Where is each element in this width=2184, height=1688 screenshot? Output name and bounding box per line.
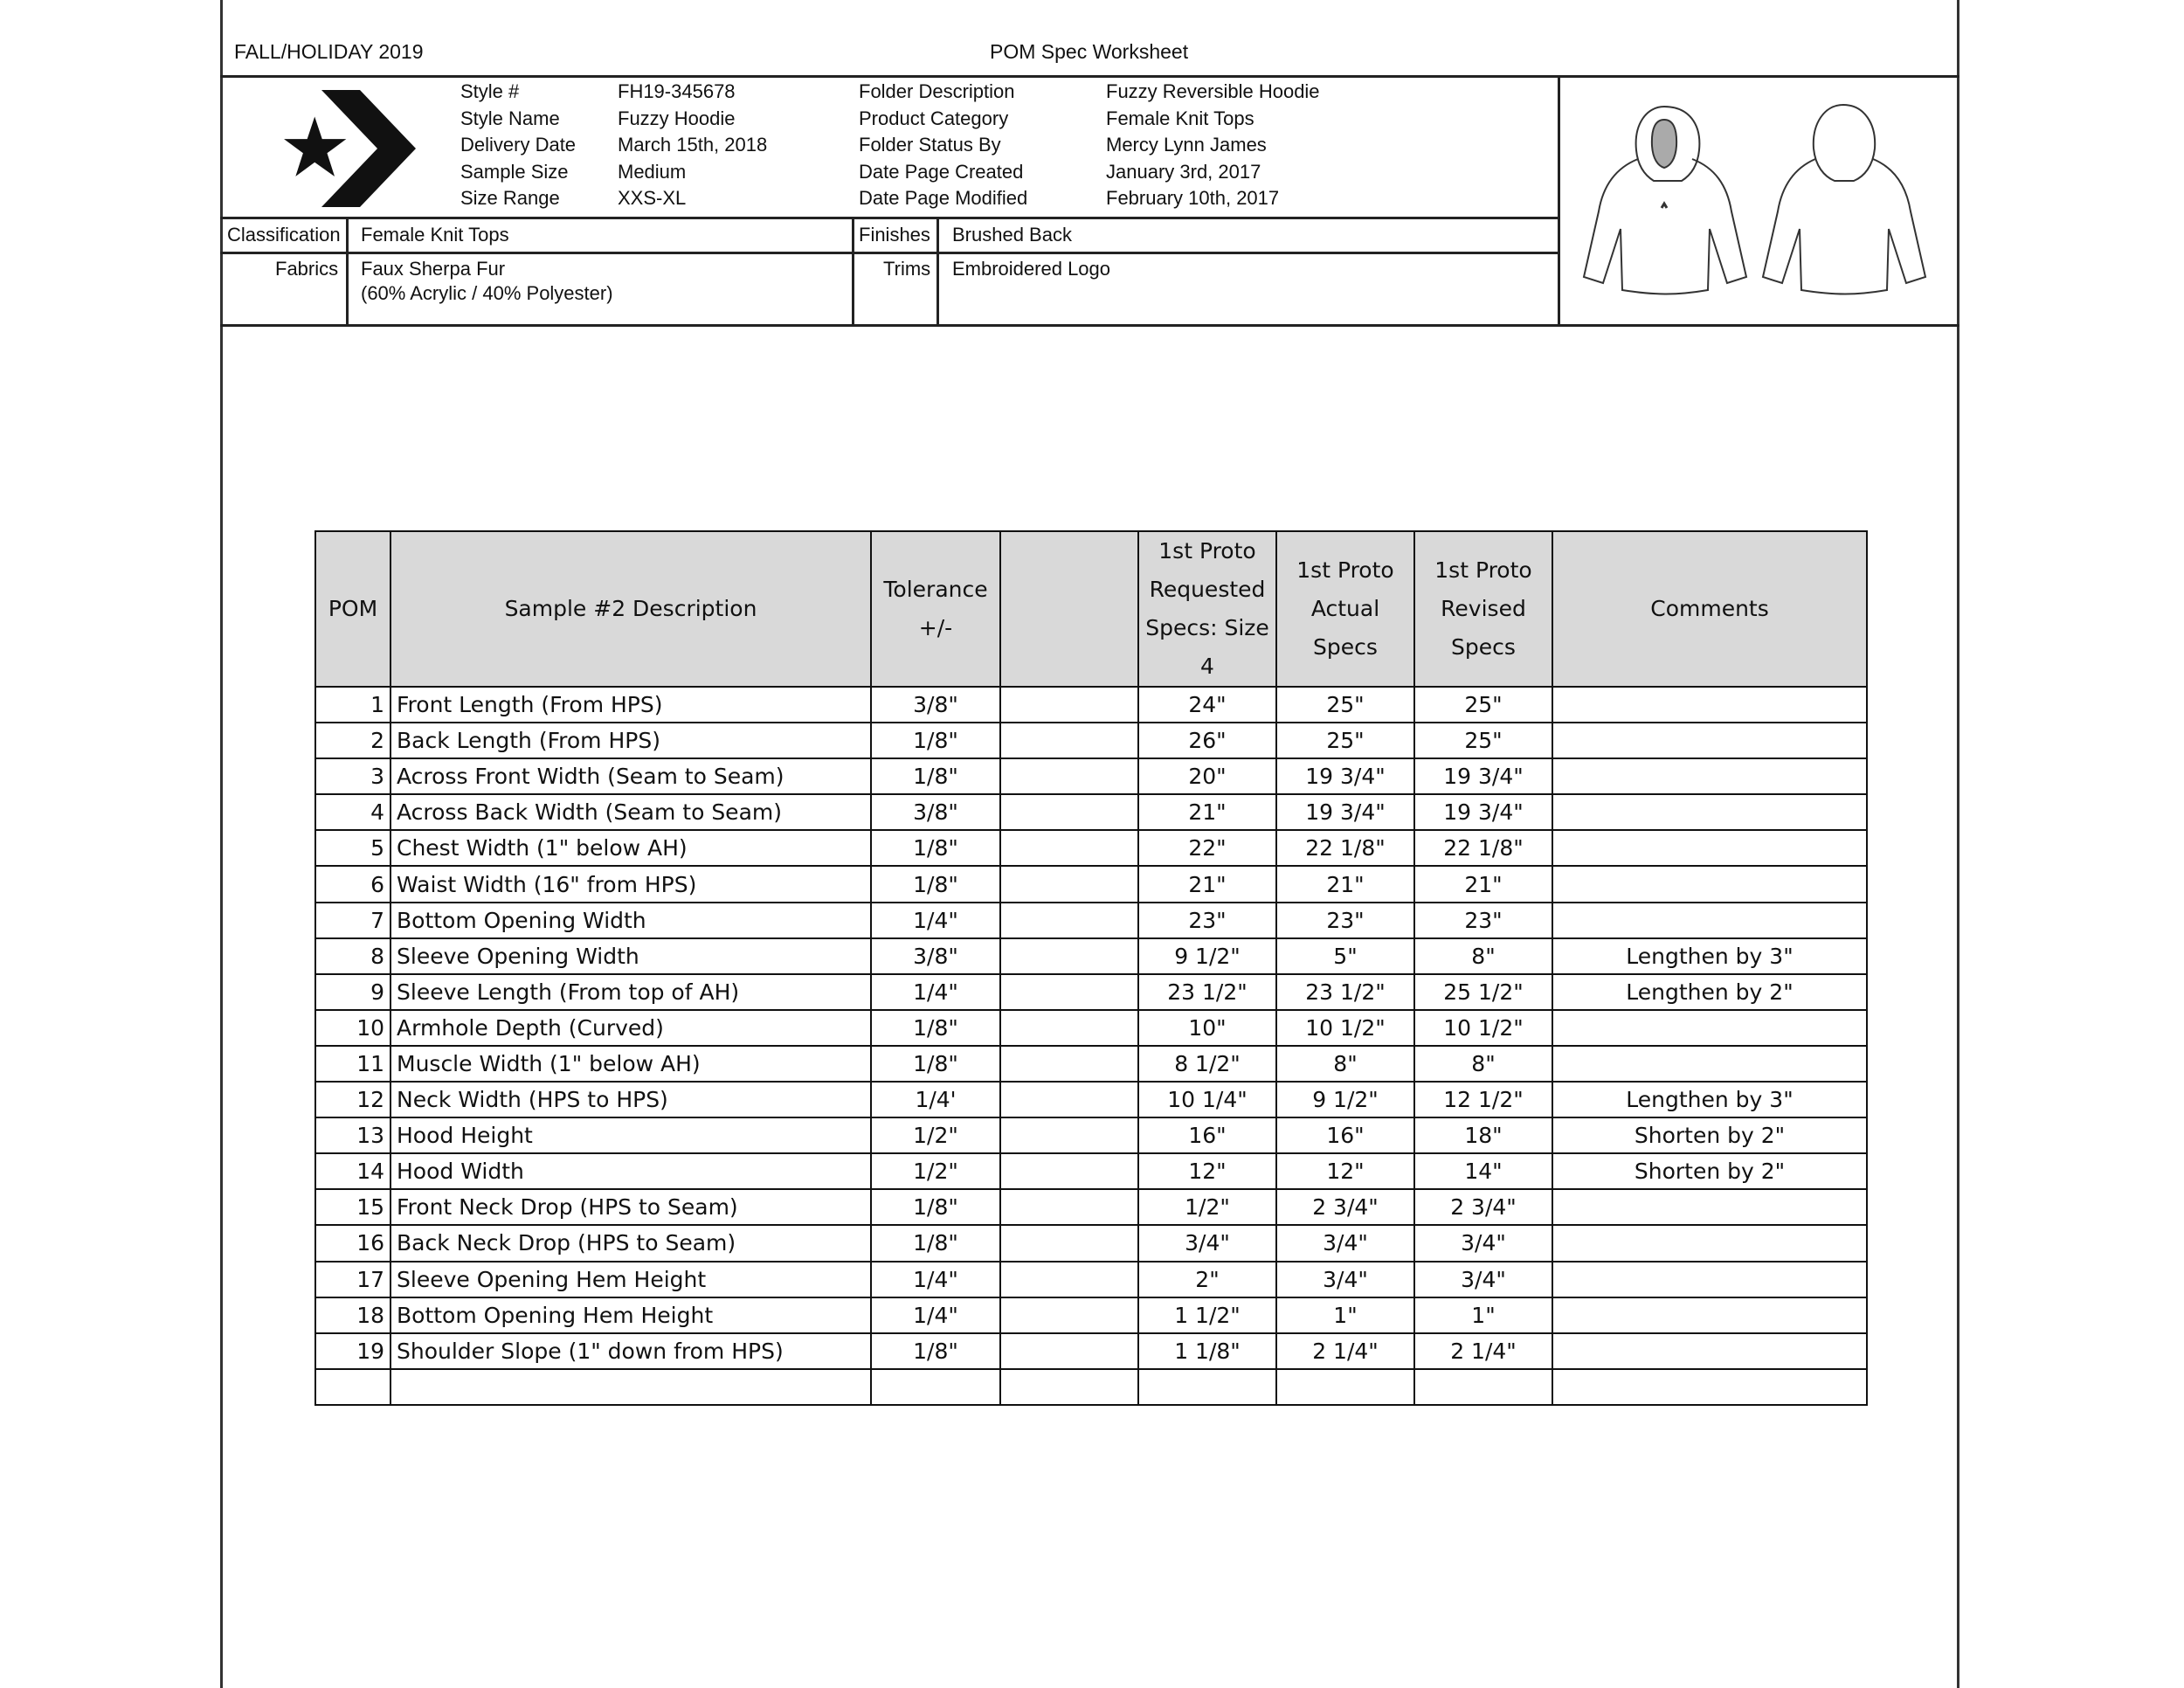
revised-spec-cell: 21" [1414, 866, 1552, 902]
description-cell: Bottom Opening Hem Height [390, 1297, 871, 1333]
pom-spec-table [314, 530, 1868, 1406]
delivery-date-label: Delivery Date [460, 134, 577, 156]
blank-cell [1000, 1262, 1138, 1297]
description-cell: Sleeve Opening Hem Height [390, 1262, 871, 1297]
blank-cell [1000, 1225, 1138, 1261]
tolerance-cell: 1/4" [871, 1262, 1000, 1297]
blank-cell [1000, 903, 1138, 938]
brand-logo [278, 90, 418, 207]
empty-cell [1000, 1369, 1138, 1405]
requested-spec-cell: 23" [1138, 903, 1276, 938]
folder-status-label: Folder Status By [859, 134, 1001, 156]
date-modified-label: Date Page Modified [859, 187, 1028, 209]
revised-spec-cell: 8" [1414, 938, 1552, 974]
actual-spec-cell: 23" [1276, 903, 1414, 938]
revised-spec-cell: 12 1/2" [1414, 1082, 1552, 1117]
pom-number-cell: 19 [315, 1333, 390, 1369]
actual-spec-cell: 19 3/4" [1276, 794, 1414, 830]
tolerance-column-header: Tolerance +/- [871, 531, 1000, 687]
actual-spec-cell: 22 1/8" [1276, 830, 1414, 866]
comment-cell [1552, 866, 1867, 902]
requested-spec-cell: 23 1/2" [1138, 974, 1276, 1010]
comments-column-header: Comments [1552, 531, 1867, 687]
header-top-rule [220, 75, 1959, 78]
blank-cell [1000, 1297, 1138, 1333]
blank-cell [1000, 1082, 1138, 1117]
actual-spec-cell: 23 1/2" [1276, 974, 1414, 1010]
date-created-label: Date Page Created [859, 160, 1024, 183]
revised-spec-cell: 25 1/2" [1414, 974, 1552, 1010]
header-bottom-rule [220, 324, 1959, 327]
finishes-label: Finishes [859, 224, 930, 246]
style-number-label: Style # [460, 80, 520, 102]
actual-spec-cell: 25" [1276, 723, 1414, 758]
worksheet-title: POM Spec Worksheet [990, 40, 1189, 63]
description-cell: Hood Width [390, 1153, 871, 1189]
size-range-label: Size Range [460, 187, 560, 209]
pom-number-cell: 3 [315, 758, 390, 794]
pom-number-cell: 9 [315, 974, 390, 1010]
comment-cell [1552, 903, 1867, 938]
actual-spec-cell: 3/4" [1276, 1225, 1414, 1261]
requested-spec-cell: 12" [1138, 1153, 1276, 1189]
blank-cell [1000, 974, 1138, 1010]
fabrics-value-line1: Faux Sherpa Fur [361, 258, 506, 280]
revised-spec-cell: 10 1/2" [1414, 1010, 1552, 1046]
blank-cell [1000, 938, 1138, 974]
actual-spec-cell: 10 1/2" [1276, 1010, 1414, 1046]
pom-table-body [315, 687, 1867, 1405]
table-row [315, 1262, 1867, 1297]
tolerance-cell: 1/2" [871, 1117, 1000, 1153]
comment-cell: Shorten by 2" [1552, 1117, 1867, 1153]
folder-info-values [1106, 79, 1320, 212]
requested-spec-cell: 24" [1138, 687, 1276, 723]
empty-cell [1138, 1369, 1276, 1405]
comment-cell: Lengthen by 2" [1552, 974, 1867, 1010]
pom-column-header: POM [315, 531, 390, 687]
description-cell: Waist Width (16" from HPS) [390, 866, 871, 902]
table-row [315, 830, 1867, 866]
tolerance-cell: 1/8" [871, 1225, 1000, 1261]
tolerance-cell: 1/4' [871, 1082, 1000, 1117]
empty-cell [315, 1369, 390, 1405]
tolerance-cell: 1/2" [871, 1153, 1000, 1189]
requested-spec-cell: 8 1/2" [1138, 1046, 1276, 1082]
blank-cell [1000, 830, 1138, 866]
revised-spec-cell: 3/4" [1414, 1262, 1552, 1297]
requested-spec-cell: 21" [1138, 866, 1276, 902]
blank-cell [1000, 1153, 1138, 1189]
table-row [315, 687, 1867, 723]
actual-spec-cell: 25" [1276, 687, 1414, 723]
trims-value: Embroidered Logo [952, 258, 1111, 280]
pom-number-cell: 16 [315, 1225, 390, 1261]
table-row [315, 903, 1867, 938]
revised-spec-cell: 18" [1414, 1117, 1552, 1153]
tolerance-cell: 1/4" [871, 1297, 1000, 1333]
folder-info-labels [859, 79, 1027, 212]
requested-spec-cell: 21" [1138, 794, 1276, 830]
tolerance-cell: 1/8" [871, 830, 1000, 866]
classification-value: Female Knit Tops [361, 224, 509, 246]
hoodie-front-sketch [1584, 107, 1746, 294]
actual-spec-cell: 1" [1276, 1297, 1414, 1333]
actual-spec-cell: 2 1/4" [1276, 1333, 1414, 1369]
revised-spec-cell: 22 1/8" [1414, 830, 1552, 866]
actual-spec-cell: 19 3/4" [1276, 758, 1414, 794]
comment-cell [1552, 723, 1867, 758]
revised-spec-cell: 1" [1414, 1297, 1552, 1333]
style-info-labels [460, 79, 576, 212]
blank-cell [1000, 758, 1138, 794]
blank-cell [1000, 866, 1138, 902]
page-right-border [1957, 0, 1959, 1688]
pom-number-cell: 18 [315, 1297, 390, 1333]
product-category-value: Female Knit Tops [1106, 107, 1254, 129]
table-row [315, 758, 1867, 794]
table-row [315, 723, 1867, 758]
date-modified-value: February 10th, 2017 [1106, 187, 1280, 209]
empty-cell [1276, 1369, 1414, 1405]
pom-number-cell: 1 [315, 687, 390, 723]
blank-cell [1000, 1117, 1138, 1153]
table-row [315, 866, 1867, 902]
folder-description-value: Fuzzy Reversible Hoodie [1106, 80, 1320, 102]
info-bottom-rule [220, 217, 1559, 219]
description-cell: Sleeve Opening Width [390, 938, 871, 974]
comment-cell [1552, 1225, 1867, 1261]
requested-spec-cell: 10 1/4" [1138, 1082, 1276, 1117]
revised-spec-cell: 2 3/4" [1414, 1189, 1552, 1225]
blank-cell [1000, 794, 1138, 830]
table-row [315, 794, 1867, 830]
tolerance-cell: 1/8" [871, 723, 1000, 758]
description-cell: Across Front Width (Seam to Seam) [390, 758, 871, 794]
table-row [315, 1297, 1867, 1333]
revised-spec-cell: 23" [1414, 903, 1552, 938]
pom-number-cell: 13 [315, 1117, 390, 1153]
description-cell: Back Length (From HPS) [390, 723, 871, 758]
product-category-label: Product Category [859, 107, 1009, 129]
season-label: FALL/HOLIDAY 2019 [234, 40, 424, 63]
pom-number-cell: 4 [315, 794, 390, 830]
tolerance-cell: 1/8" [871, 1333, 1000, 1369]
tolerance-cell: 1/8" [871, 1189, 1000, 1225]
tolerance-cell: 1/4" [871, 903, 1000, 938]
date-created-value: January 3rd, 2017 [1106, 160, 1261, 183]
comment-cell [1552, 758, 1867, 794]
pom-number-cell: 6 [315, 866, 390, 902]
description-cell: Chest Width (1" below AH) [390, 830, 871, 866]
pom-number-cell: 8 [315, 938, 390, 974]
classification-label: Classification [227, 224, 341, 246]
comment-cell [1552, 1262, 1867, 1297]
blank-cell [1000, 1010, 1138, 1046]
table-row-empty [315, 1369, 1867, 1405]
style-name-value: Fuzzy Hoodie [618, 107, 736, 129]
empty-cell [390, 1369, 871, 1405]
delivery-date-value: March 15th, 2018 [618, 134, 768, 156]
comment-cell [1552, 1297, 1867, 1333]
requested-spec-cell: 2" [1138, 1262, 1276, 1297]
revised-spec-cell: 19 3/4" [1414, 758, 1552, 794]
revised-spec-cell: 8" [1414, 1046, 1552, 1082]
comment-cell [1552, 1010, 1867, 1046]
description-cell: Front Length (From HPS) [390, 687, 871, 723]
actual-spec-cell: 12" [1276, 1153, 1414, 1189]
requested-spec-cell: 9 1/2" [1138, 938, 1276, 974]
requested-spec-cell: 3/4" [1138, 1225, 1276, 1261]
table-header-row [315, 531, 1867, 687]
table-row [315, 974, 1867, 1010]
tolerance-cell: 1/8" [871, 866, 1000, 902]
tolerance-cell: 3/8" [871, 687, 1000, 723]
revised-spec-cell: 25" [1414, 687, 1552, 723]
tolerance-cell: 1/8" [871, 1046, 1000, 1082]
description-column-header: Sample #2 Description [390, 531, 871, 687]
empty-cell [1552, 1369, 1867, 1405]
table-row [315, 1010, 1867, 1046]
requested-spec-cell: 1 1/2" [1138, 1297, 1276, 1333]
folder-description-label: Folder Description [859, 80, 1015, 102]
blank-column-header [1000, 531, 1138, 687]
trims-label: Trims [883, 258, 931, 280]
hoodie-sketch [1577, 98, 1944, 303]
revised-specs-column-header: 1st Proto Revised Specs [1414, 531, 1552, 687]
blank-cell [1000, 687, 1138, 723]
revised-spec-cell: 2 1/4" [1414, 1333, 1552, 1369]
revised-spec-cell: 19 3/4" [1414, 794, 1552, 830]
tolerance-cell: 1/8" [871, 1010, 1000, 1046]
description-cell: Neck Width (HPS to HPS) [390, 1082, 871, 1117]
pom-number-cell: 5 [315, 830, 390, 866]
requested-spec-cell: 26" [1138, 723, 1276, 758]
blank-cell [1000, 723, 1138, 758]
tolerance-cell: 3/8" [871, 938, 1000, 974]
description-cell: Front Neck Drop (HPS to Seam) [390, 1189, 871, 1225]
hoodie-back-sketch [1763, 105, 1925, 294]
table-row [315, 938, 1867, 974]
sketch-divider [1558, 75, 1560, 327]
revised-spec-cell: 3/4" [1414, 1225, 1552, 1261]
comment-cell [1552, 830, 1867, 866]
revised-spec-cell: 14" [1414, 1153, 1552, 1189]
blank-cell [1000, 1333, 1138, 1369]
table-row [315, 1225, 1867, 1261]
actual-specs-column-header: 1st Proto Actual Specs [1276, 531, 1414, 687]
comment-cell: Lengthen by 3" [1552, 1082, 1867, 1117]
comment-cell [1552, 687, 1867, 723]
requested-spec-cell: 1 1/8" [1138, 1333, 1276, 1369]
style-info-values [618, 79, 767, 212]
empty-cell [1414, 1369, 1552, 1405]
empty-cell [871, 1369, 1000, 1405]
finishes-value: Brushed Back [952, 224, 1072, 246]
sample-size-label: Sample Size [460, 160, 569, 183]
table-row [315, 1046, 1867, 1082]
finishes-left-divider [852, 217, 854, 327]
description-cell: Armhole Depth (Curved) [390, 1010, 871, 1046]
actual-spec-cell: 5" [1276, 938, 1414, 974]
description-cell: Sleeve Length (From top of AH) [390, 974, 871, 1010]
actual-spec-cell: 3/4" [1276, 1262, 1414, 1297]
comment-cell [1552, 1046, 1867, 1082]
table-row [315, 1333, 1867, 1369]
actual-spec-cell: 9 1/2" [1276, 1082, 1414, 1117]
requested-spec-cell: 16" [1138, 1117, 1276, 1153]
pom-number-cell: 2 [315, 723, 390, 758]
revised-spec-cell: 25" [1414, 723, 1552, 758]
blank-cell [1000, 1189, 1138, 1225]
actual-spec-cell: 8" [1276, 1046, 1414, 1082]
size-range-value: XXS-XL [618, 187, 687, 209]
pom-number-cell: 7 [315, 903, 390, 938]
comment-cell [1552, 1333, 1867, 1369]
requested-spec-cell: 20" [1138, 758, 1276, 794]
tolerance-cell: 1/4" [871, 974, 1000, 1010]
comment-cell [1552, 794, 1867, 830]
pom-number-cell: 17 [315, 1262, 390, 1297]
description-cell: Bottom Opening Width [390, 903, 871, 938]
description-cell: Hood Height [390, 1117, 871, 1153]
pom-number-cell: 15 [315, 1189, 390, 1225]
tolerance-cell: 1/8" [871, 758, 1000, 794]
requested-spec-cell: 10" [1138, 1010, 1276, 1046]
table-row [315, 1153, 1867, 1189]
actual-spec-cell: 16" [1276, 1117, 1414, 1153]
description-cell: Shoulder Slope (1" down from HPS) [390, 1333, 871, 1369]
classification-label-divider [346, 217, 349, 327]
description-cell: Muscle Width (1" below AH) [390, 1046, 871, 1082]
folder-status-value: Mercy Lynn James [1106, 134, 1267, 156]
requested-specs-column-header: 1st Proto Requested Specs: Size 4 [1138, 531, 1276, 687]
description-cell: Across Back Width (Seam to Seam) [390, 794, 871, 830]
style-number-value: FH19-345678 [618, 80, 736, 102]
fabrics-value-line2: (60% Acrylic / 40% Polyester) [361, 282, 613, 304]
pom-number-cell: 11 [315, 1046, 390, 1082]
blank-cell [1000, 1046, 1138, 1082]
tolerance-cell: 3/8" [871, 794, 1000, 830]
classification-bottom-rule [220, 252, 1559, 254]
description-cell: Back Neck Drop (HPS to Seam) [390, 1225, 871, 1261]
sample-size-value: Medium [618, 160, 687, 183]
requested-spec-cell: 1/2" [1138, 1189, 1276, 1225]
table-row [315, 1082, 1867, 1117]
table-row [315, 1189, 1867, 1225]
pom-number-cell: 12 [315, 1082, 390, 1117]
pom-number-cell: 14 [315, 1153, 390, 1189]
style-name-label: Style Name [460, 107, 560, 129]
comment-cell: Lengthen by 3" [1552, 938, 1867, 974]
requested-spec-cell: 22" [1138, 830, 1276, 866]
comment-cell: Shorten by 2" [1552, 1153, 1867, 1189]
actual-spec-cell: 21" [1276, 866, 1414, 902]
finishes-label-divider [936, 217, 939, 327]
pom-number-cell: 10 [315, 1010, 390, 1046]
fabrics-label: Fabrics [275, 258, 339, 280]
table-row [315, 1117, 1867, 1153]
comment-cell [1552, 1189, 1867, 1225]
actual-spec-cell: 2 3/4" [1276, 1189, 1414, 1225]
